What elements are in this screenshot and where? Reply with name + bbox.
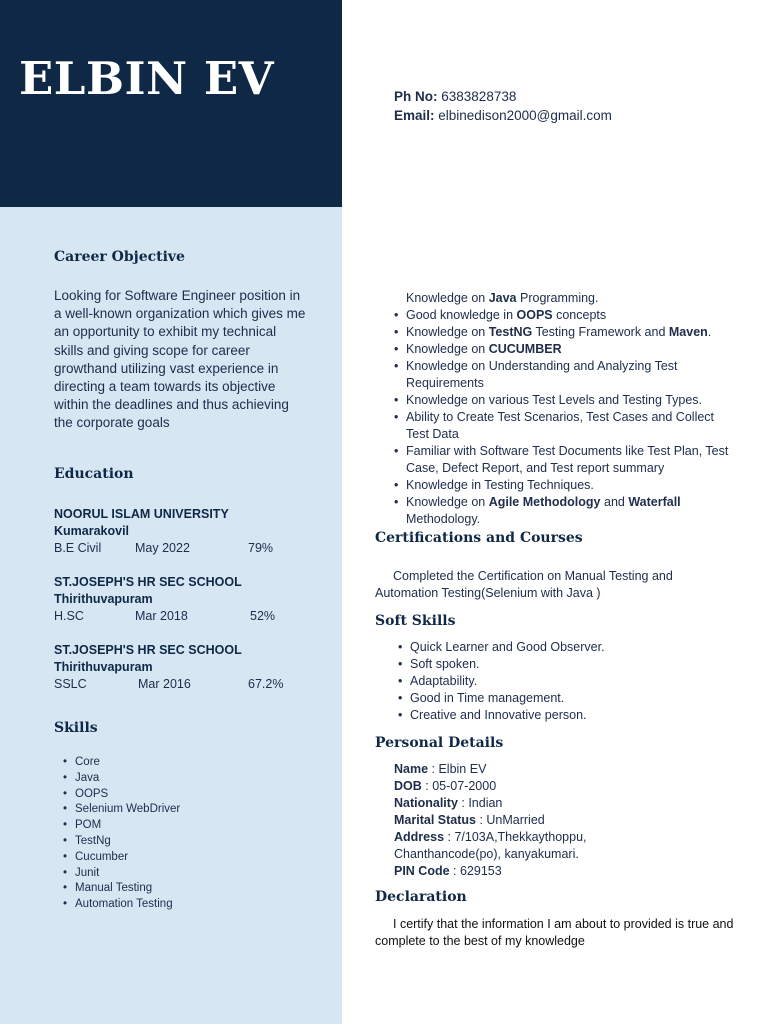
skill-item: • Automation Testing	[63, 897, 180, 913]
personal-field	[394, 812, 694, 829]
knowledge-item	[394, 494, 739, 528]
skills-list	[63, 755, 180, 913]
knowledge-text: Waterfall	[628, 495, 681, 509]
school-place: Thirithuvapuram	[54, 660, 153, 674]
knowledge-text: Knowledge on	[406, 325, 489, 339]
field-separator: :	[421, 779, 433, 793]
soft-skill-item: • Creative and Innovative person.	[398, 707, 728, 724]
knowledge-item	[394, 392, 739, 409]
email-value: elbinedison2000@gmail.com	[438, 108, 612, 123]
soft-skill-item: • Adaptability.	[398, 673, 728, 690]
phone-label: Ph No:	[394, 89, 438, 104]
soft-skills-list	[398, 639, 728, 724]
skill-item: • OOPS	[63, 787, 180, 803]
field-label: Marital Status	[394, 813, 476, 827]
school-place: Kumarakovil	[54, 524, 130, 538]
knowledge-item	[394, 341, 739, 358]
education-entry	[54, 574, 334, 625]
knowledge-item	[394, 324, 739, 341]
knowledge-text: concepts	[552, 308, 607, 322]
email-label: Email:	[394, 108, 435, 123]
education-entry	[54, 642, 334, 693]
knowledge-item	[394, 307, 739, 324]
knowledge-text: Knowledge on Understanding and Analyzing Test Requirements	[406, 359, 678, 390]
course-date: Mar 2018	[135, 609, 188, 623]
field-separator: :	[475, 813, 487, 827]
knowledge-item	[394, 290, 739, 307]
field-separator: :	[428, 762, 439, 776]
personal-field	[394, 795, 694, 812]
certifications-heading: Certifications and Courses	[375, 530, 583, 546]
skill-item: • Cucumber	[63, 850, 180, 866]
knowledge-text: .	[707, 325, 712, 339]
certifications-text: Completed the Certification on Manual Testing and Automation Testing(Selenium with Java )	[375, 569, 673, 600]
field-value: 05-07-2000	[432, 779, 497, 793]
course-score: 67.2%	[248, 677, 284, 691]
personal-field	[394, 863, 694, 880]
skill-item: • Selenium WebDriver	[63, 802, 180, 818]
education-row	[54, 608, 334, 625]
skill-item: • Manual Testing	[63, 881, 180, 897]
education-entry	[54, 506, 334, 557]
knowledge-text: and	[600, 495, 629, 509]
course: SSLC	[54, 677, 87, 691]
knowledge-text: Methodology.	[406, 512, 481, 526]
knowledge-list	[394, 290, 739, 528]
email-line	[394, 108, 612, 123]
skill-item: • POM	[63, 818, 180, 834]
knowledge-text: Agile Methodology	[488, 495, 601, 509]
phone-value: 6383828738	[441, 89, 517, 104]
field-label: DOB	[394, 779, 422, 793]
skill-item: • Junit	[63, 866, 180, 882]
course-score: 79%	[248, 541, 274, 555]
knowledge-text: CUCUMBER	[488, 342, 562, 356]
skill-item: • TestNg	[63, 834, 180, 850]
soft-skills-heading: Soft Skills	[375, 613, 456, 629]
skill-item: • Java	[63, 771, 180, 787]
school-place: Thirithuvapuram	[54, 592, 153, 606]
knowledge-text: TestNG	[488, 325, 533, 339]
field-value: 7/103A,Thekkaythoppu, Chanthancode(po), kanyakumari.	[394, 830, 587, 861]
knowledge-text: Java	[488, 291, 517, 305]
field-separator: :	[457, 796, 469, 810]
personal-field	[394, 778, 694, 795]
knowledge-text: Knowledge on	[406, 342, 489, 356]
field-label: Nationality	[394, 796, 458, 810]
knowledge-text: Testing Framework and	[532, 325, 669, 339]
school-name: ST.JOSEPH'S HR SEC SCHOOL	[54, 643, 242, 657]
course-date: May 2022	[135, 541, 190, 555]
knowledge-text: Knowledge on various Test Levels and Testing Types.	[406, 393, 703, 407]
skill-item: • Core	[63, 755, 180, 771]
school-name: NOORUL ISLAM UNIVERSITY	[54, 507, 229, 521]
field-value: Elbin EV	[438, 762, 487, 776]
personal-field	[394, 829, 694, 863]
education-heading: Education	[54, 466, 134, 482]
field-value: 629153	[459, 864, 502, 878]
field-value: UnMarried	[486, 813, 545, 827]
course: H.SC	[54, 609, 84, 623]
personal-details	[394, 761, 694, 880]
field-separator: :	[449, 864, 460, 878]
knowledge-text: Knowledge on	[406, 495, 489, 509]
knowledge-text: Maven	[668, 325, 708, 339]
field-label: Name	[394, 762, 429, 776]
school-name: ST.JOSEPH'S HR SEC SCHOOL	[54, 575, 242, 589]
knowledge-item	[394, 443, 739, 477]
knowledge-text: Familiar with Software Test Documents like Test Plan, Test Case, Defect Report, and Test report summary	[406, 444, 729, 475]
knowledge-item	[394, 358, 739, 392]
field-label: Address	[394, 830, 445, 844]
skills-heading: Skills	[54, 720, 98, 736]
personal-heading: Personal Details	[375, 735, 504, 751]
education-row	[54, 676, 334, 693]
field-separator: :	[444, 830, 455, 844]
knowledge-text: Programming.	[516, 291, 599, 305]
soft-skill-item: • Quick Learner and Good Observer.	[398, 639, 728, 656]
phone-line	[394, 89, 516, 104]
field-value: Indian	[468, 796, 503, 810]
soft-skill-item: • Soft spoken.	[398, 656, 728, 673]
knowledge-item	[394, 409, 739, 443]
name-banner	[0, 0, 342, 207]
course: B.E Civil	[54, 541, 102, 555]
field-label: PIN Code	[394, 864, 450, 878]
knowledge-text: Knowledge on	[406, 291, 489, 305]
education-row	[54, 540, 334, 557]
knowledge-text: OOPS	[516, 308, 553, 322]
knowledge-text: Knowledge in Testing Techniques.	[406, 478, 594, 492]
soft-skill-item: • Good in Time management.	[398, 690, 728, 707]
objective-heading: Career Objective	[54, 249, 185, 265]
course-date: Mar 2016	[138, 677, 191, 691]
declaration-text: I certify that the information I am about to provided is true and complete to the best of my knowledge	[375, 917, 734, 948]
course-score: 52%	[250, 609, 276, 623]
knowledge-text: Ability to Create Test Scenarios, Test Cases and Collect Test Data	[406, 410, 715, 441]
declaration-heading: Declaration	[375, 889, 467, 905]
personal-field	[394, 761, 694, 778]
candidate-name: ELBIN EV	[19, 52, 275, 105]
knowledge-item	[394, 477, 739, 494]
objective-text: Looking for Software Engineer position in a well-known organization which gives me an opportunity to exhibit my technical skills and giving scope for career growthand utilizing vast experience in directing a team towards its objective within the deadlines and thus achieving the corporate goals	[54, 288, 306, 431]
knowledge-text: Good knowledge in	[406, 308, 517, 322]
